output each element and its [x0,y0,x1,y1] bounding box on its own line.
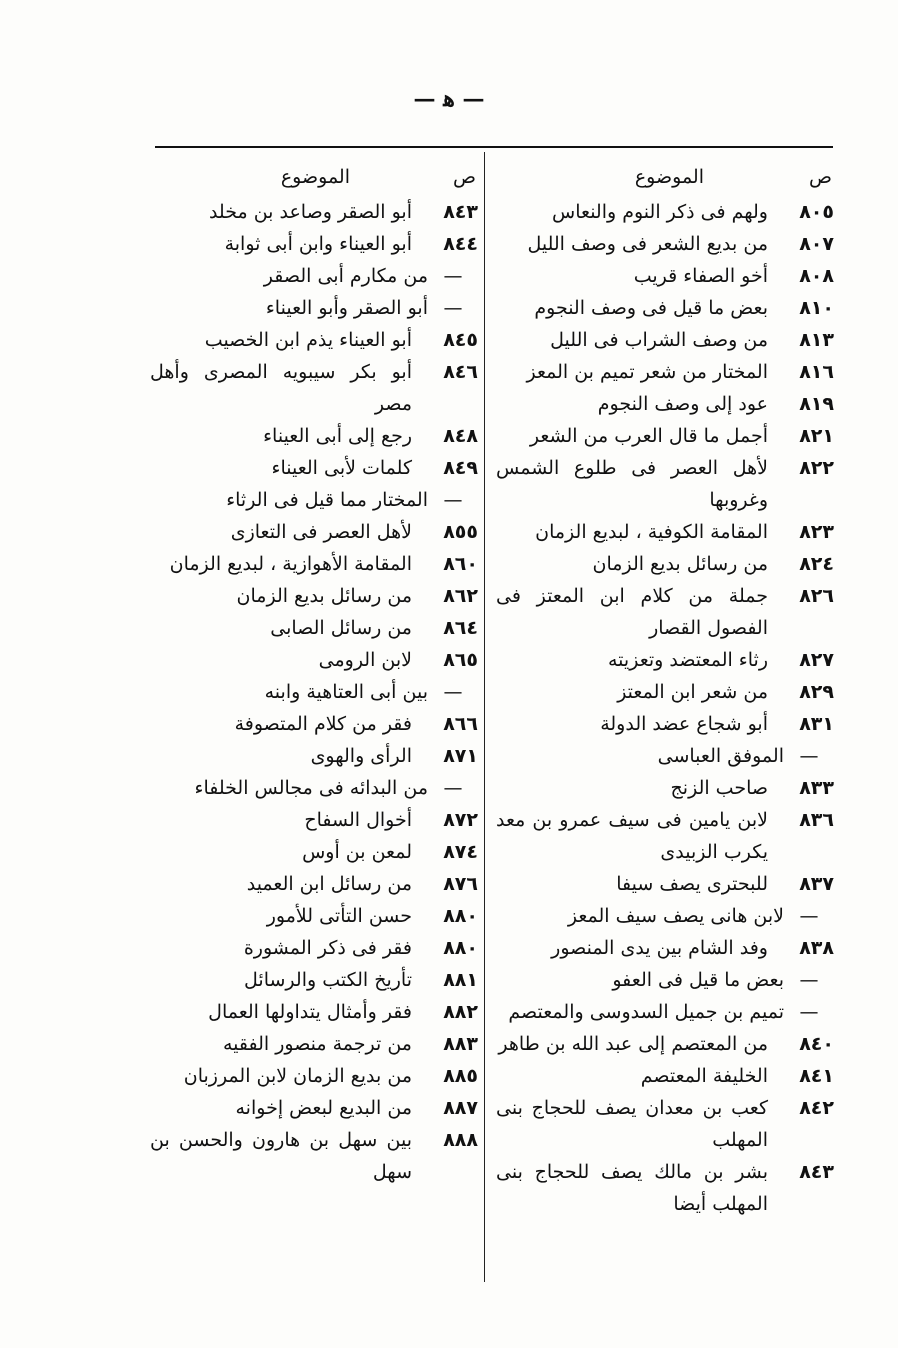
entry-page-number: ٨٠٧ [799,233,834,255]
entry-page-number: ٨٦٥ [443,649,478,671]
topic-column-label: الموضوع [280,166,350,188]
toc-entry [148,1028,478,1060]
entry-page-number: ٨٦٦ [443,713,478,735]
toc-entry [494,1060,834,1092]
toc-entry [148,772,478,804]
entry-page-number: ٨٢١ [799,425,834,447]
entry-title: أبو الصقر وأبو العيناء [265,297,428,319]
right-column [494,162,834,1220]
entry-page-number: ٨٨١ [443,969,478,991]
toc-entry [494,900,834,932]
entry-page-number: — [443,489,463,511]
toc-entry [494,516,834,548]
toc-entry [494,964,834,996]
toc-entry [148,740,478,772]
toc-entry [148,612,478,644]
entry-page-number: ٨٢٧ [799,649,834,671]
entry-title: جملة من كلام ابن المعتز فى الفصول القصار [496,585,768,639]
toc-entry [148,420,478,452]
entry-page-number: ٨٤٦ [443,361,478,383]
toc-entry [494,1028,834,1060]
entry-title: تميم بن جميل السدوسى والمعتصم [508,1001,784,1023]
toc-entry [148,292,478,324]
entry-title: صاحب الزنج [670,777,768,799]
entry-title: الرأى والهوى [310,745,412,767]
page-column-label: ص [453,166,476,188]
toc-entry [148,644,478,676]
entry-page-number: ٨٦٤ [443,617,478,639]
entry-page-number: ٨٤٣ [443,201,478,223]
entry-page-number: ٨٤٠ [799,1033,834,1055]
entry-page-number: — [799,969,819,991]
entry-title: فقر وأمثال يتداولها العمال [208,1001,412,1023]
entry-page-number: ٨٢٢ [799,457,834,479]
entry-page-number: ٨٢٩ [799,681,834,703]
toc-entry [148,708,478,740]
entry-page-number: ٨٢٣ [799,521,834,543]
toc-entry [494,804,834,868]
toc-entry [494,324,834,356]
entry-page-number: ٨٣٣ [799,777,834,799]
entry-title: لابن يامين فى سيف عمرو بن معد يكرب الزبيدى [496,809,768,863]
entry-title: بعض ما قيل فى وصف النجوم [534,297,768,319]
entry-title: أبو العيناء يذم ابن الخصيب [204,329,412,351]
entry-title: من مكارم أبى الصقر [263,265,428,287]
entry-page-number: ٨٤٢ [799,1097,834,1119]
entry-page-number: ٨٥٥ [443,521,478,543]
entry-title: بين أبى العتاهية وابنه [264,681,428,703]
right-entries [494,196,834,1220]
entry-title: بعض ما قيل فى العفو [612,969,784,991]
entry-title: من البدائه فى مجالس الخلفاء [194,777,428,799]
toc-entry [148,932,478,964]
toc-entry [494,292,834,324]
entry-title: أبو بكر سيبويه المصرى وأهل مصر [150,361,412,415]
entry-page-number: ٨٨٢ [443,1001,478,1023]
entry-page-number: — [443,681,463,703]
entry-page-number: ٨٣٨ [799,937,834,959]
entry-title: فقر فى ذكر المشورة [243,937,412,959]
toc-entry [148,1092,478,1124]
entry-title: أخو الصفاء قريب [633,265,768,287]
toc-entry [494,1092,834,1156]
entry-title: رثاء المعتضد وتعزيته [608,649,768,671]
entry-title: أبو الصقر وصاعد بن مخلد [208,201,412,223]
entry-page-number: ٨٦٢ [443,585,478,607]
toc-entry [148,836,478,868]
toc-entry [148,452,478,484]
entry-page-number: ٨٨٣ [443,1033,478,1055]
toc-entry [148,548,478,580]
entry-title: أجمل ما قال العرب من الشعر [529,425,768,447]
left-column [148,162,478,1188]
entry-page-number: — [799,905,819,927]
entry-title: فقر من كلام المتصوفة [234,713,412,735]
entry-title: من رسائل بديع الزمان [592,553,768,575]
entry-title: أخوال السفاح [304,809,412,831]
toc-entry [494,868,834,900]
toc-entry [494,548,834,580]
entry-page-number: ٨٨٠ [443,905,478,927]
entry-title: من بديع الشعر فى وصف الليل [527,233,768,255]
toc-entry [494,452,834,516]
entry-page-number: ٨٤٤ [443,233,478,255]
entry-page-number: — [799,745,819,767]
entry-page-number: — [443,777,463,799]
toc-entry [494,228,834,260]
toc-entry [148,356,478,420]
toc-entry [148,260,478,292]
entry-page-number: ٨٠٨ [799,265,834,287]
toc-entry [494,420,834,452]
page-number: — ﻫ — [413,86,485,112]
entry-title: لأهل العصر فى التعازى [230,521,412,543]
toc-entry [494,356,834,388]
entry-page-number: ٨١٣ [799,329,834,351]
toc-entry [148,516,478,548]
entry-page-number: ٨٢٤ [799,553,834,575]
entry-page-number: ٨١٠ [799,297,834,319]
entry-title: من المعتصم إلى عبد الله بن طاهر [498,1033,768,1055]
right-column-header [494,162,834,196]
entry-page-number: ٨٣١ [799,713,834,735]
entry-page-number: ٨٢٦ [799,585,834,607]
toc-entry [148,996,478,1028]
entry-page-number: ٨٨٠ [443,937,478,959]
entry-page-number: ٨٧١ [443,745,478,767]
left-entries [148,196,478,1188]
toc-entry [148,964,478,996]
entry-page-number: ٨٣٧ [799,873,834,895]
entry-title: حسن التأتى للأمور [266,905,412,927]
entry-page-number: ٨٤٥ [443,329,478,351]
entry-page-number: ٨١٩ [799,393,834,415]
toc-entry [494,580,834,644]
entry-title: المختار مما قيل فى الرثاء [226,489,428,511]
entry-title: لمعن بن أوس [302,841,412,863]
entry-page-number: — [443,265,463,287]
toc-entry [494,772,834,804]
toc-entry [494,932,834,964]
page-column-label: ص [809,166,832,188]
entry-page-number: — [443,297,463,319]
entry-title: لابن هانى يصف سيف المعز [567,905,784,927]
entry-title: ولهم فى ذكر النوم والنعاس [552,201,768,223]
entry-title: الموفق العباسى [657,745,784,767]
entry-page-number: ٨٣٦ [799,809,834,831]
entry-page-number: ٨٤٨ [443,425,478,447]
entry-title: المقامة الكوفية ، لبديع الزمان [535,521,768,543]
toc-entry [494,708,834,740]
entry-title: بشر بن مالك يصف للحجاج بنى المهلب أيضا [496,1161,768,1215]
toc-entry [494,388,834,420]
entry-page-number: ٨١٦ [799,361,834,383]
toc-entry [494,996,834,1028]
entry-title: من رسائل بديع الزمان [236,585,412,607]
entry-title: أبو شجاع عضد الدولة [600,713,768,735]
toc-entry [148,1060,478,1092]
entry-title: من ترجمة منصور الفقيه [222,1033,412,1055]
toc-entry [148,804,478,836]
entry-page-number: ٨٤١ [799,1065,834,1087]
entry-page-number: ٨٤٩ [443,457,478,479]
entry-page-number: — [799,1001,819,1023]
entry-title: من رسائل الصابى [270,617,412,639]
toc-entry [148,868,478,900]
entry-page-number: ٨٧٢ [443,809,478,831]
column-divider [484,152,485,1282]
entry-page-number: ٨٠٥ [799,201,834,223]
entry-title: أبو العيناء وابن أبى ثوابة [224,233,412,255]
entry-title: الخليفة المعتصم [640,1065,768,1087]
entry-title: رجع إلى أبى العيناء [263,425,412,447]
toc-entry [148,196,478,228]
entry-title: من بديع الزمان لابن المرزبان [183,1065,412,1087]
toc-entry [148,484,478,516]
entry-title: عود إلى وصف النجوم [597,393,768,415]
toc-entry [148,324,478,356]
entry-title: المختار من شعر تميم بن المعز [526,361,768,383]
toc-entry [494,676,834,708]
topic-column-label: الموضوع [634,166,704,188]
entry-title: المقامة الأهوازية ، لبديع الزمان [169,553,412,575]
toc-entry [148,228,478,260]
entry-page-number: ٨٨٥ [443,1065,478,1087]
entry-title: من وصف الشراب فى الليل [550,329,768,351]
toc-entry [148,580,478,612]
entry-page-number: ٨٧٤ [443,841,478,863]
entry-page-number: ٨٦٠ [443,553,478,575]
toc-entry [148,676,478,708]
entry-title: من رسائل ابن العميد [246,873,412,895]
entry-title: بين سهل بن هارون والحسن بن سهل [150,1129,412,1183]
toc-entry [148,900,478,932]
entry-title: تأريخ الكتب والرسائل [244,969,412,991]
left-column-header [148,162,478,196]
entry-title: من شعر ابن المعتز [617,681,768,703]
entry-title: وفد الشام بين يدى المنصور [551,937,768,959]
entry-title: للبحترى يصف سيفا [616,873,768,895]
entry-page-number: ٨٨٨ [443,1129,478,1151]
entry-title: لأهل العصر فى طلوع الشمس وغروبها [496,457,768,511]
header-rule [155,146,833,148]
toc-entry [148,1124,478,1188]
entry-title: لابن الرومى [318,649,412,671]
toc-entry [494,740,834,772]
entry-page-number: ٨٨٧ [443,1097,478,1119]
entry-title: كعب بن معدان يصف للحجاج بنى المهلب [496,1097,768,1151]
entry-title: من البديع لبعض إخوانه [235,1097,412,1119]
toc-entry [494,260,834,292]
toc-entry [494,644,834,676]
entry-page-number: ٨٤٣ [799,1161,834,1183]
entry-title: كلمات لأبى العيناء [271,457,412,479]
toc-entry [494,1156,834,1220]
toc-entry [494,196,834,228]
entry-page-number: ٨٧٦ [443,873,478,895]
